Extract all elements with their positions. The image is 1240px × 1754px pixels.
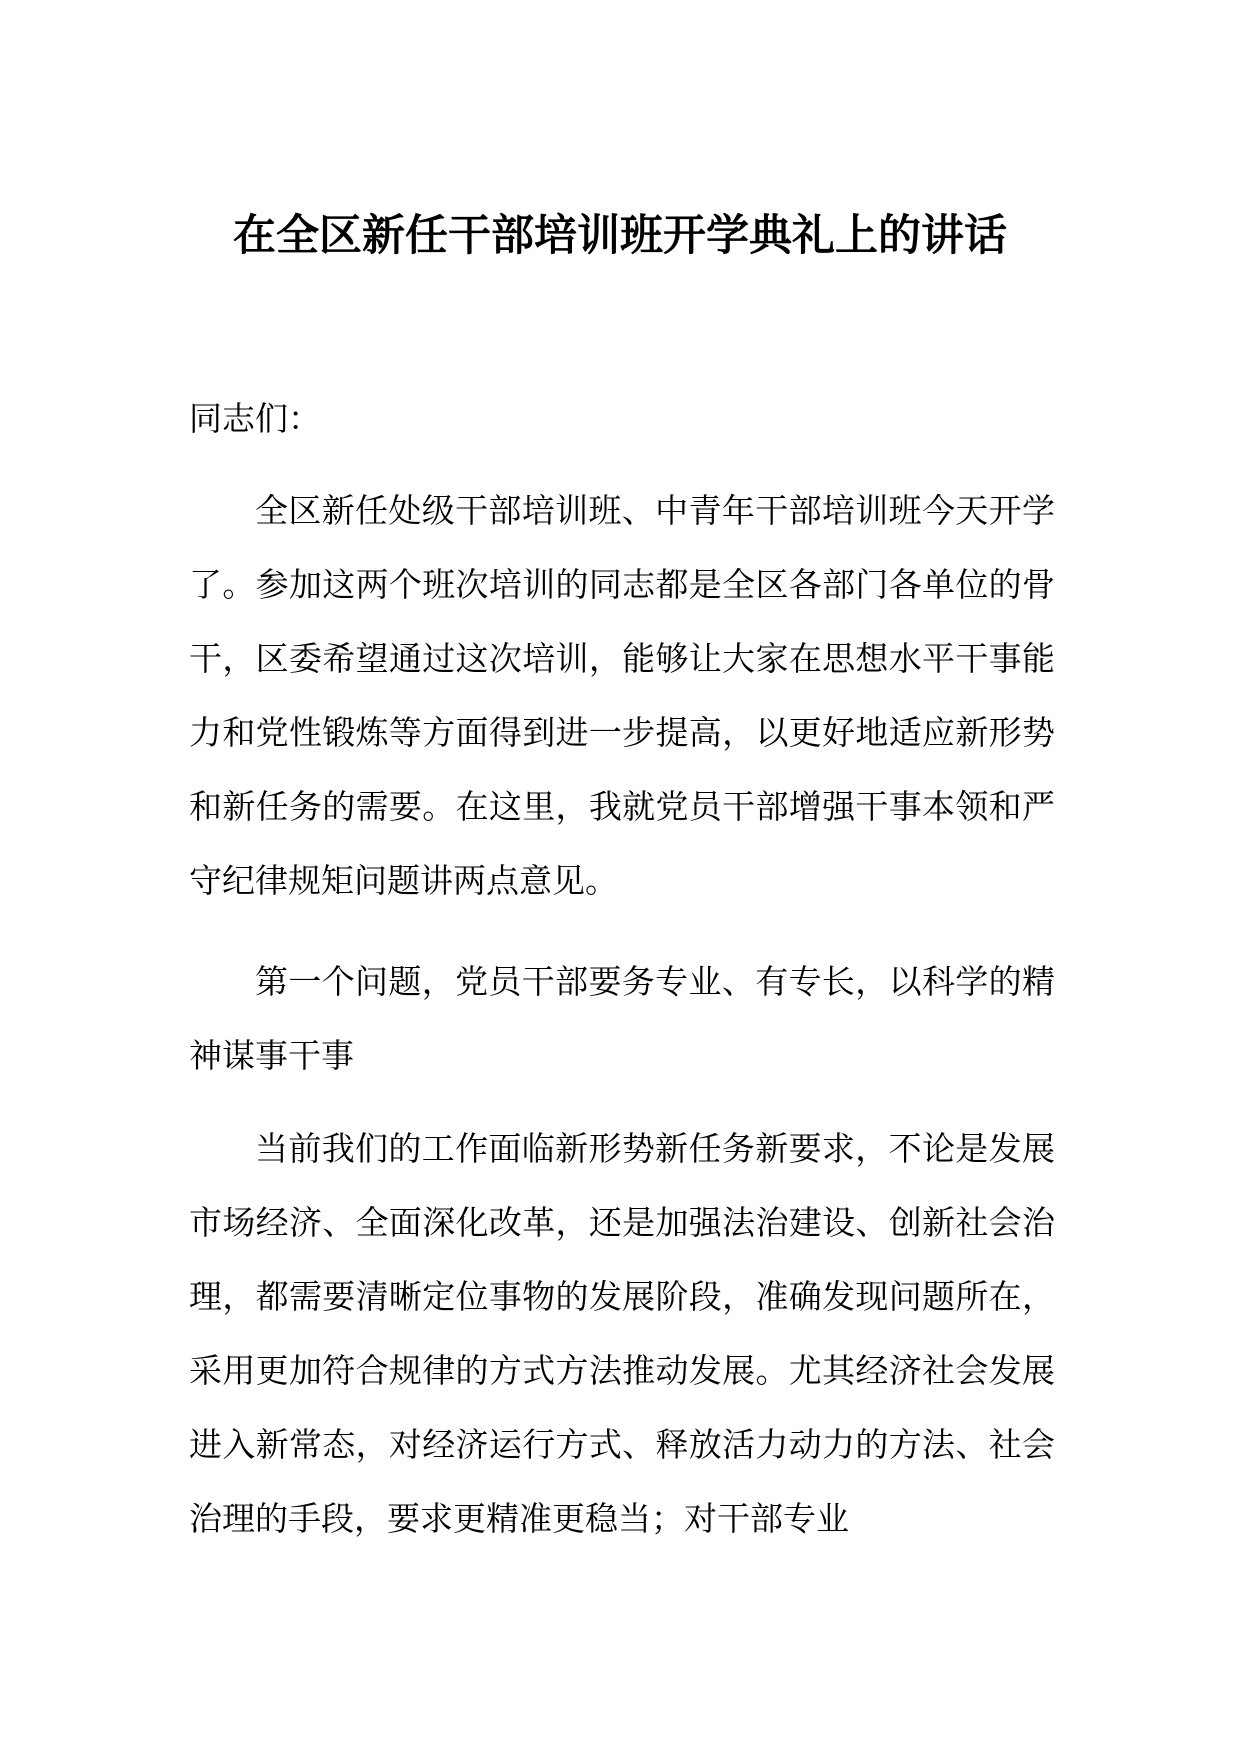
paragraph-intro: 全区新任处级干部培训班、中青年干部培训班今天开学了。参加这两个班次培训的同志都是全区各部门各单位的骨干，区委希望通过这次培训，能够让大家在思想水平干事能力和党性锻炼等方面得到进一步提高，以更好地适应新形势和新任务的需要。在这里，我就党员干部增强干事本领和严守纪律规矩问题讲两点意见。 xyxy=(189,491,1055,900)
paragraph-body: 当前我们的工作面临新形势新任务新要求，不论是发展市场经济、全面深化改革，还是加强法治建设、创新社会治理，都需要清晰定位事物的发展阶段，准确发现问题所在，采用更加符合规律的方式方法推动发展。尤其经济社会发展进入新常态，对经济运行方式、释放活力动力的方法、社会治理的手段，要求更精准更稳当；对干部专业 xyxy=(189,1129,1055,1538)
salutation: 同志们： xyxy=(189,399,321,438)
document-title: 在全区新任干部培训班开学典礼上的讲话 xyxy=(233,211,1007,261)
section-heading-first: 第一个问题，党员干部要务专业、有专长，以科学的精神谋事干事 xyxy=(189,962,1055,1075)
